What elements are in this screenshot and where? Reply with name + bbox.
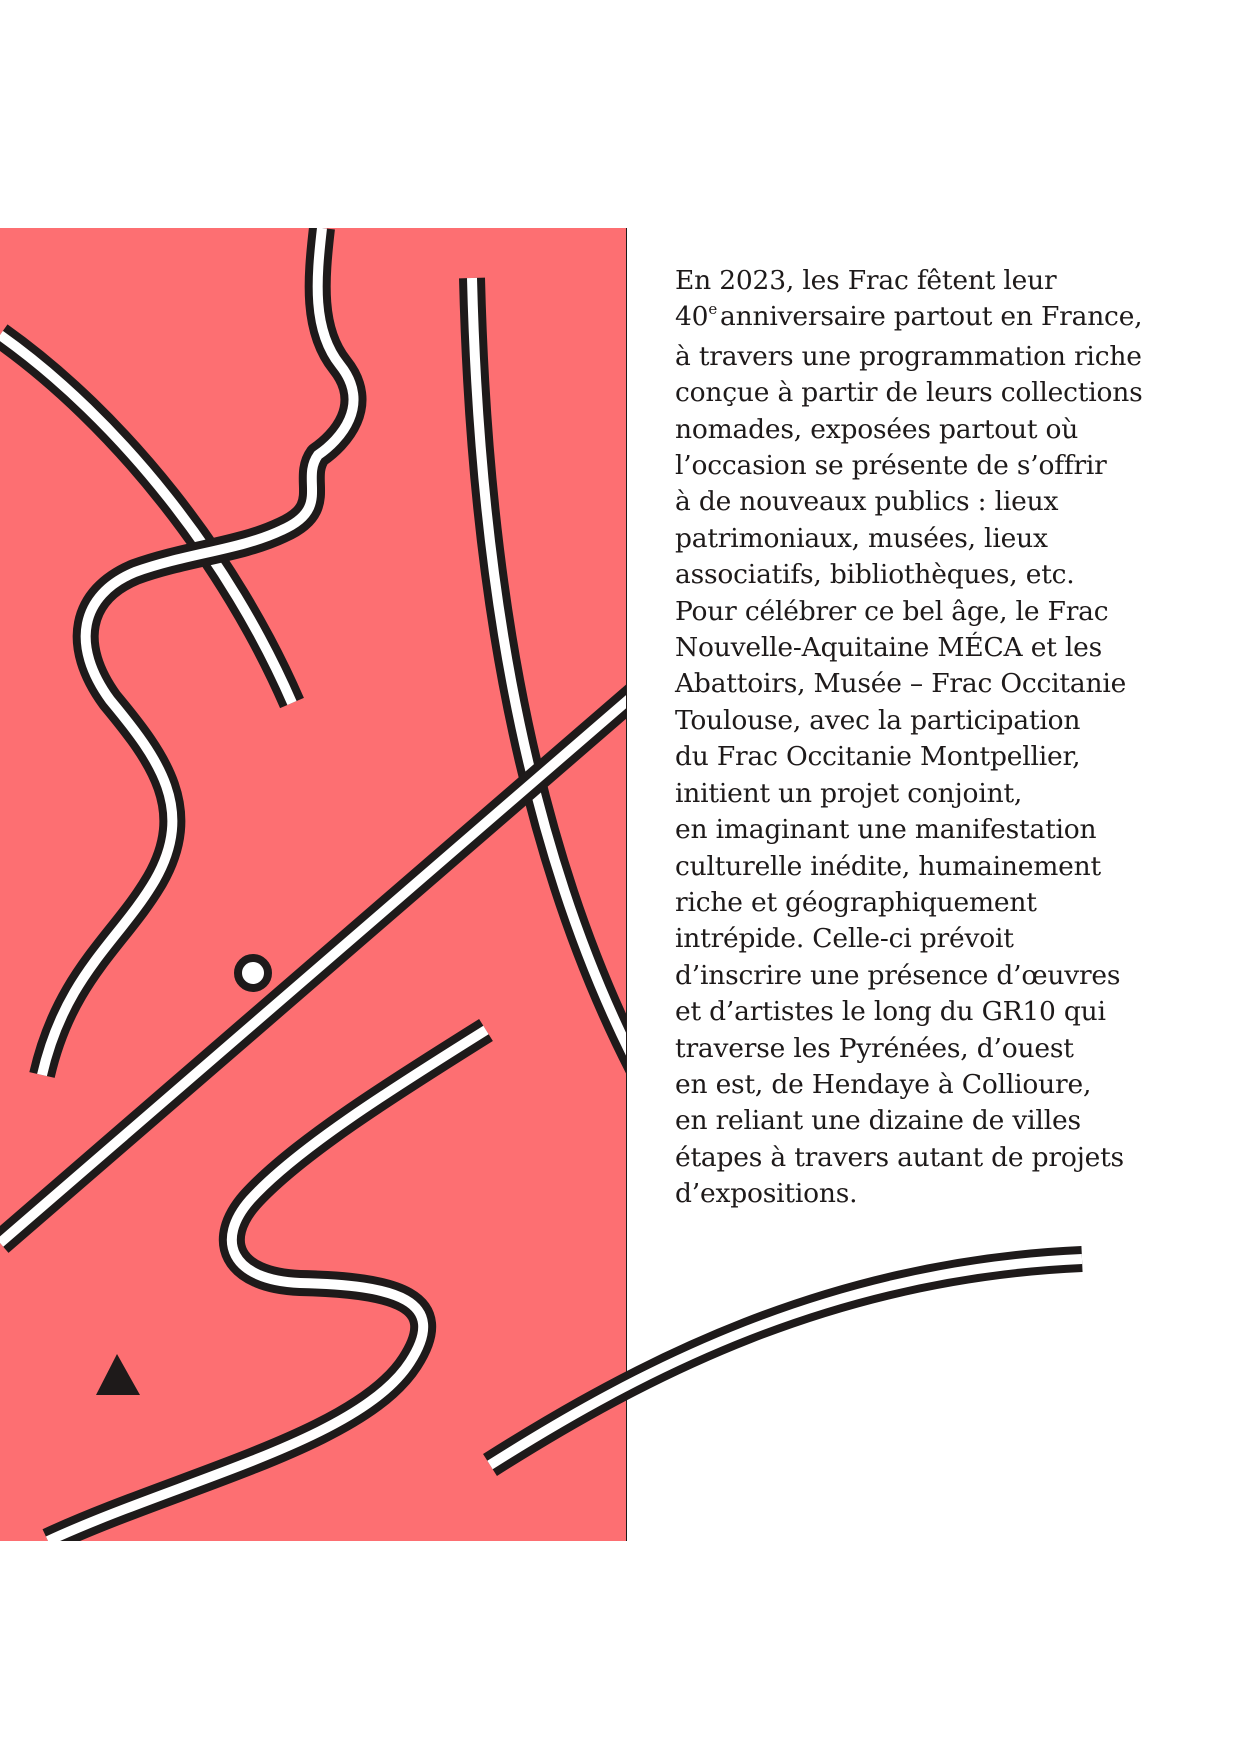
text-line: Abattoirs, Musée – Frac Occitanie <box>675 668 1127 700</box>
text-line: Toulouse, avec la participation <box>675 704 1081 736</box>
text-line: d’inscrire une présence d’œuvres <box>675 959 1121 991</box>
text-line: et d’artistes le long du GR10 qui <box>675 996 1106 1028</box>
ordinal-suffix: e <box>708 300 718 319</box>
text-line: en reliant une dizaine de villes <box>675 1105 1081 1137</box>
text-line: culturelle inédite, humainement <box>675 850 1101 882</box>
text-line: étapes à travers autant de projets <box>675 1141 1124 1173</box>
text-line: nomades, exposées partout où <box>675 413 1079 445</box>
intro-paragraph <box>675 263 1215 1213</box>
text-line: En 2023, les Frac fêtent leur <box>675 265 1057 296</box>
text-line: en est, de Hendaye à Collioure, <box>675 1068 1092 1100</box>
text-line: traverse les Pyrénées, d’ouest <box>675 1032 1074 1064</box>
text-line: à travers une programmation riche <box>675 340 1142 372</box>
text-line: d’expositions. <box>675 1178 858 1210</box>
text-line: en imaginant une manifestation <box>675 814 1097 846</box>
ordinal-number: 40 <box>675 301 709 333</box>
text-line: l’occasion se présente de s’offrir <box>675 450 1107 482</box>
text-fragment: anniversaire partout en France, <box>720 301 1143 333</box>
panel-right-edge <box>626 228 627 1541</box>
text-line: Nouvelle-Aquitaine MÉCA et les <box>675 632 1103 664</box>
text-line <box>675 299 1215 338</box>
text-line: patrimoniaux, musées, lieux <box>675 522 1048 554</box>
text-line: initient un projet conjoint, <box>675 777 1023 809</box>
text-line: à de nouveaux publics : lieux <box>675 486 1059 518</box>
text-line: du Frac Occitanie Montpellier, <box>675 741 1081 773</box>
text-line: Pour célébrer ce bel âge, le Frac <box>675 595 1109 627</box>
circle-ring <box>238 958 268 988</box>
abstract-line-illustration <box>0 228 626 1541</box>
text-line: riche et géographiquement <box>675 886 1037 918</box>
text-line: intrépide. Celle-ci prévoit <box>675 923 1014 955</box>
text-line: associatifs, bibliothèques, etc. <box>675 559 1075 591</box>
illustration-panel <box>0 228 626 1541</box>
text-line: conçue à partir de leurs collections <box>675 377 1143 409</box>
